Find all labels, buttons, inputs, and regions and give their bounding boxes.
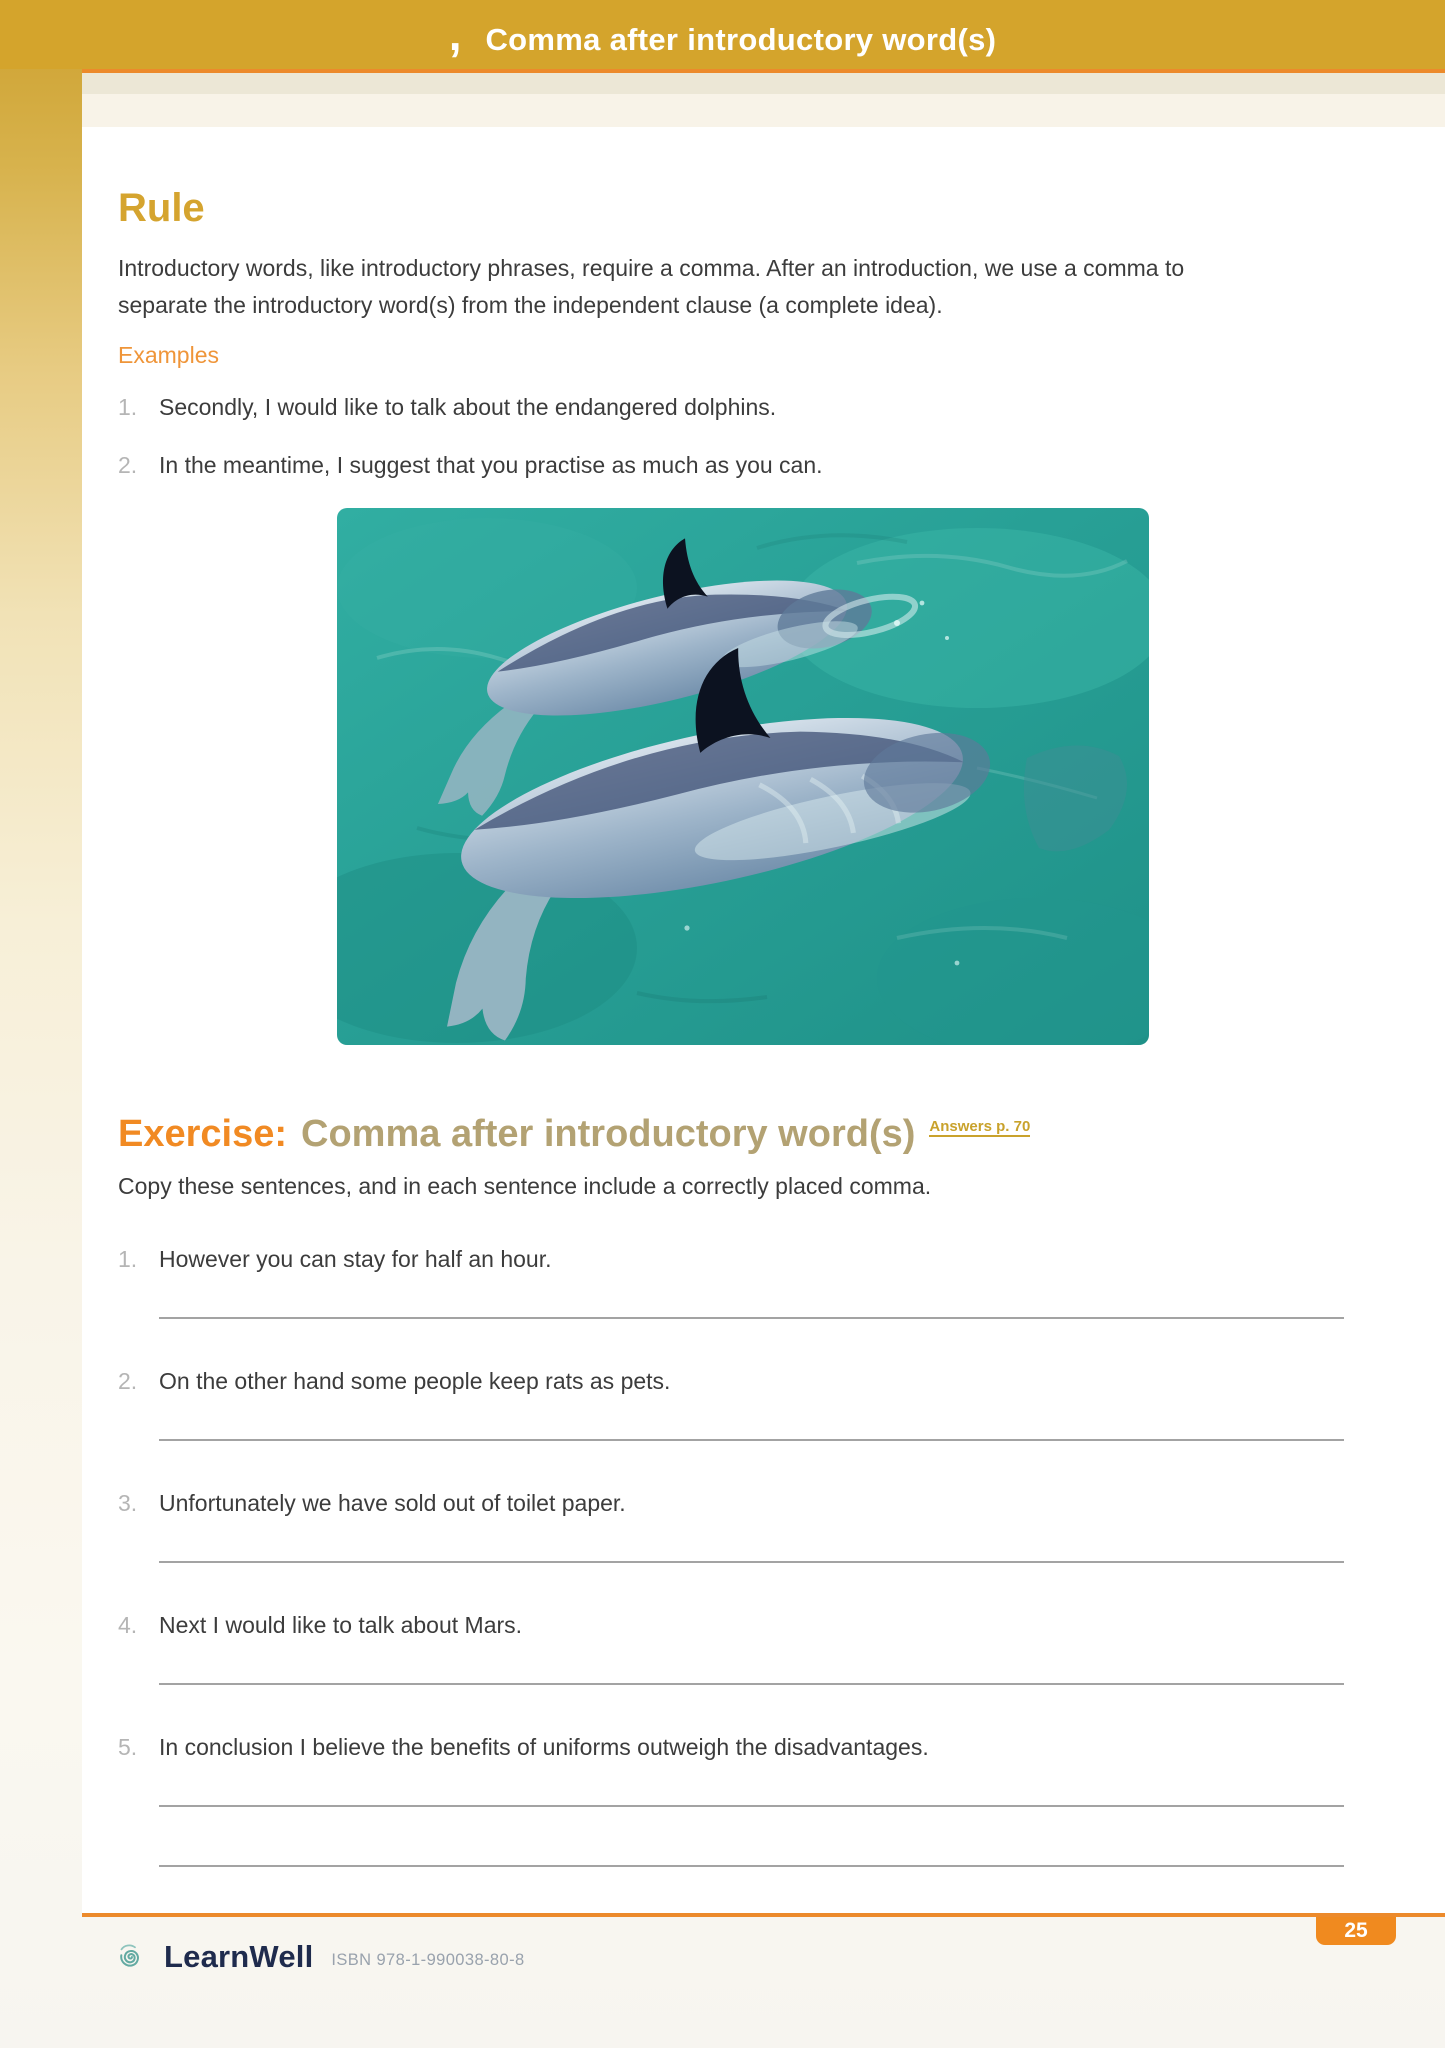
answer-line bbox=[159, 1683, 1344, 1685]
exercise-item-number: 5. bbox=[118, 1734, 138, 1760]
exercise-item-text: Unfortunately we have sold out of toilet paper. bbox=[159, 1490, 626, 1516]
exercise-item bbox=[118, 1365, 1344, 1441]
page-footer bbox=[112, 1938, 525, 1976]
example-text: In the meantime, I suggest that you practise as much as you can. bbox=[159, 452, 823, 478]
exercise-item-text: In conclusion I believe the benefits of uniforms outweigh the disadvantages. bbox=[159, 1734, 929, 1760]
exercise-list bbox=[118, 1243, 1344, 1867]
answer-line bbox=[159, 1865, 1344, 1867]
exercise-item-number: 1. bbox=[118, 1246, 138, 1272]
exercise-title: Comma after introductory word(s) bbox=[301, 1113, 916, 1155]
exercise-item-number: 3. bbox=[118, 1490, 138, 1516]
page-title: Comma after introductory word(s) bbox=[485, 22, 997, 57]
exercise-item-number: 4. bbox=[118, 1612, 138, 1638]
answer-line bbox=[159, 1439, 1344, 1441]
exercise-item bbox=[118, 1243, 1344, 1319]
examples-list bbox=[118, 392, 1344, 480]
exercise-item-text: Next I would like to talk about Mars. bbox=[159, 1612, 523, 1638]
rule-heading: Rule bbox=[118, 186, 205, 230]
beige-strip bbox=[82, 73, 1445, 94]
comma-glyph: , bbox=[448, 8, 462, 60]
page-header bbox=[0, 0, 1445, 69]
example-item bbox=[118, 392, 1344, 422]
example-number: 2. bbox=[118, 452, 138, 478]
brand-name: LearnWell bbox=[164, 1939, 314, 1974]
footer-accent-line bbox=[82, 1913, 1445, 1917]
hectors-dolphins-photo bbox=[337, 508, 1149, 1045]
exercise-item bbox=[118, 1487, 1344, 1563]
exercise-item bbox=[118, 1609, 1344, 1685]
isbn-text: ISBN 978-1-990038-80-8 bbox=[331, 1950, 525, 1969]
exercise-item-text: On the other hand some people keep rats as pets. bbox=[159, 1368, 671, 1394]
page-number-tab: 25 bbox=[1316, 1917, 1396, 1945]
exercise-label: Exercise: bbox=[118, 1113, 288, 1155]
example-item bbox=[118, 450, 1344, 480]
examples-label: Examples bbox=[118, 342, 219, 368]
answer-line bbox=[159, 1561, 1344, 1563]
answer-line bbox=[159, 1317, 1344, 1319]
example-number: 1. bbox=[118, 394, 138, 420]
learnwell-spiral-logo-icon bbox=[112, 1938, 150, 1976]
cream-strip bbox=[82, 94, 1445, 127]
exercise-item bbox=[118, 1731, 1344, 1867]
exercise-heading bbox=[118, 1112, 1344, 1156]
rule-body: Introductory words, like introductory phrases, require a comma. After an introduction, we use a comma to separate the introductory word(s) from the independent clause (a complete idea). bbox=[118, 255, 1185, 318]
exercise-item-text: However you can stay for half an hour. bbox=[159, 1246, 552, 1272]
exercise-instruction: Copy these sentences, and in each sentence include a correctly placed comma. bbox=[118, 1173, 932, 1199]
panel-content bbox=[82, 186, 1445, 1867]
example-text: Secondly, I would like to talk about the endangered dolphins. bbox=[159, 394, 777, 420]
exercise-item-number: 2. bbox=[118, 1368, 138, 1394]
answer-line bbox=[159, 1805, 1344, 1807]
content-panel bbox=[82, 73, 1445, 1913]
answers-page-link[interactable]: Answers p. 70 bbox=[929, 1118, 1031, 1135]
